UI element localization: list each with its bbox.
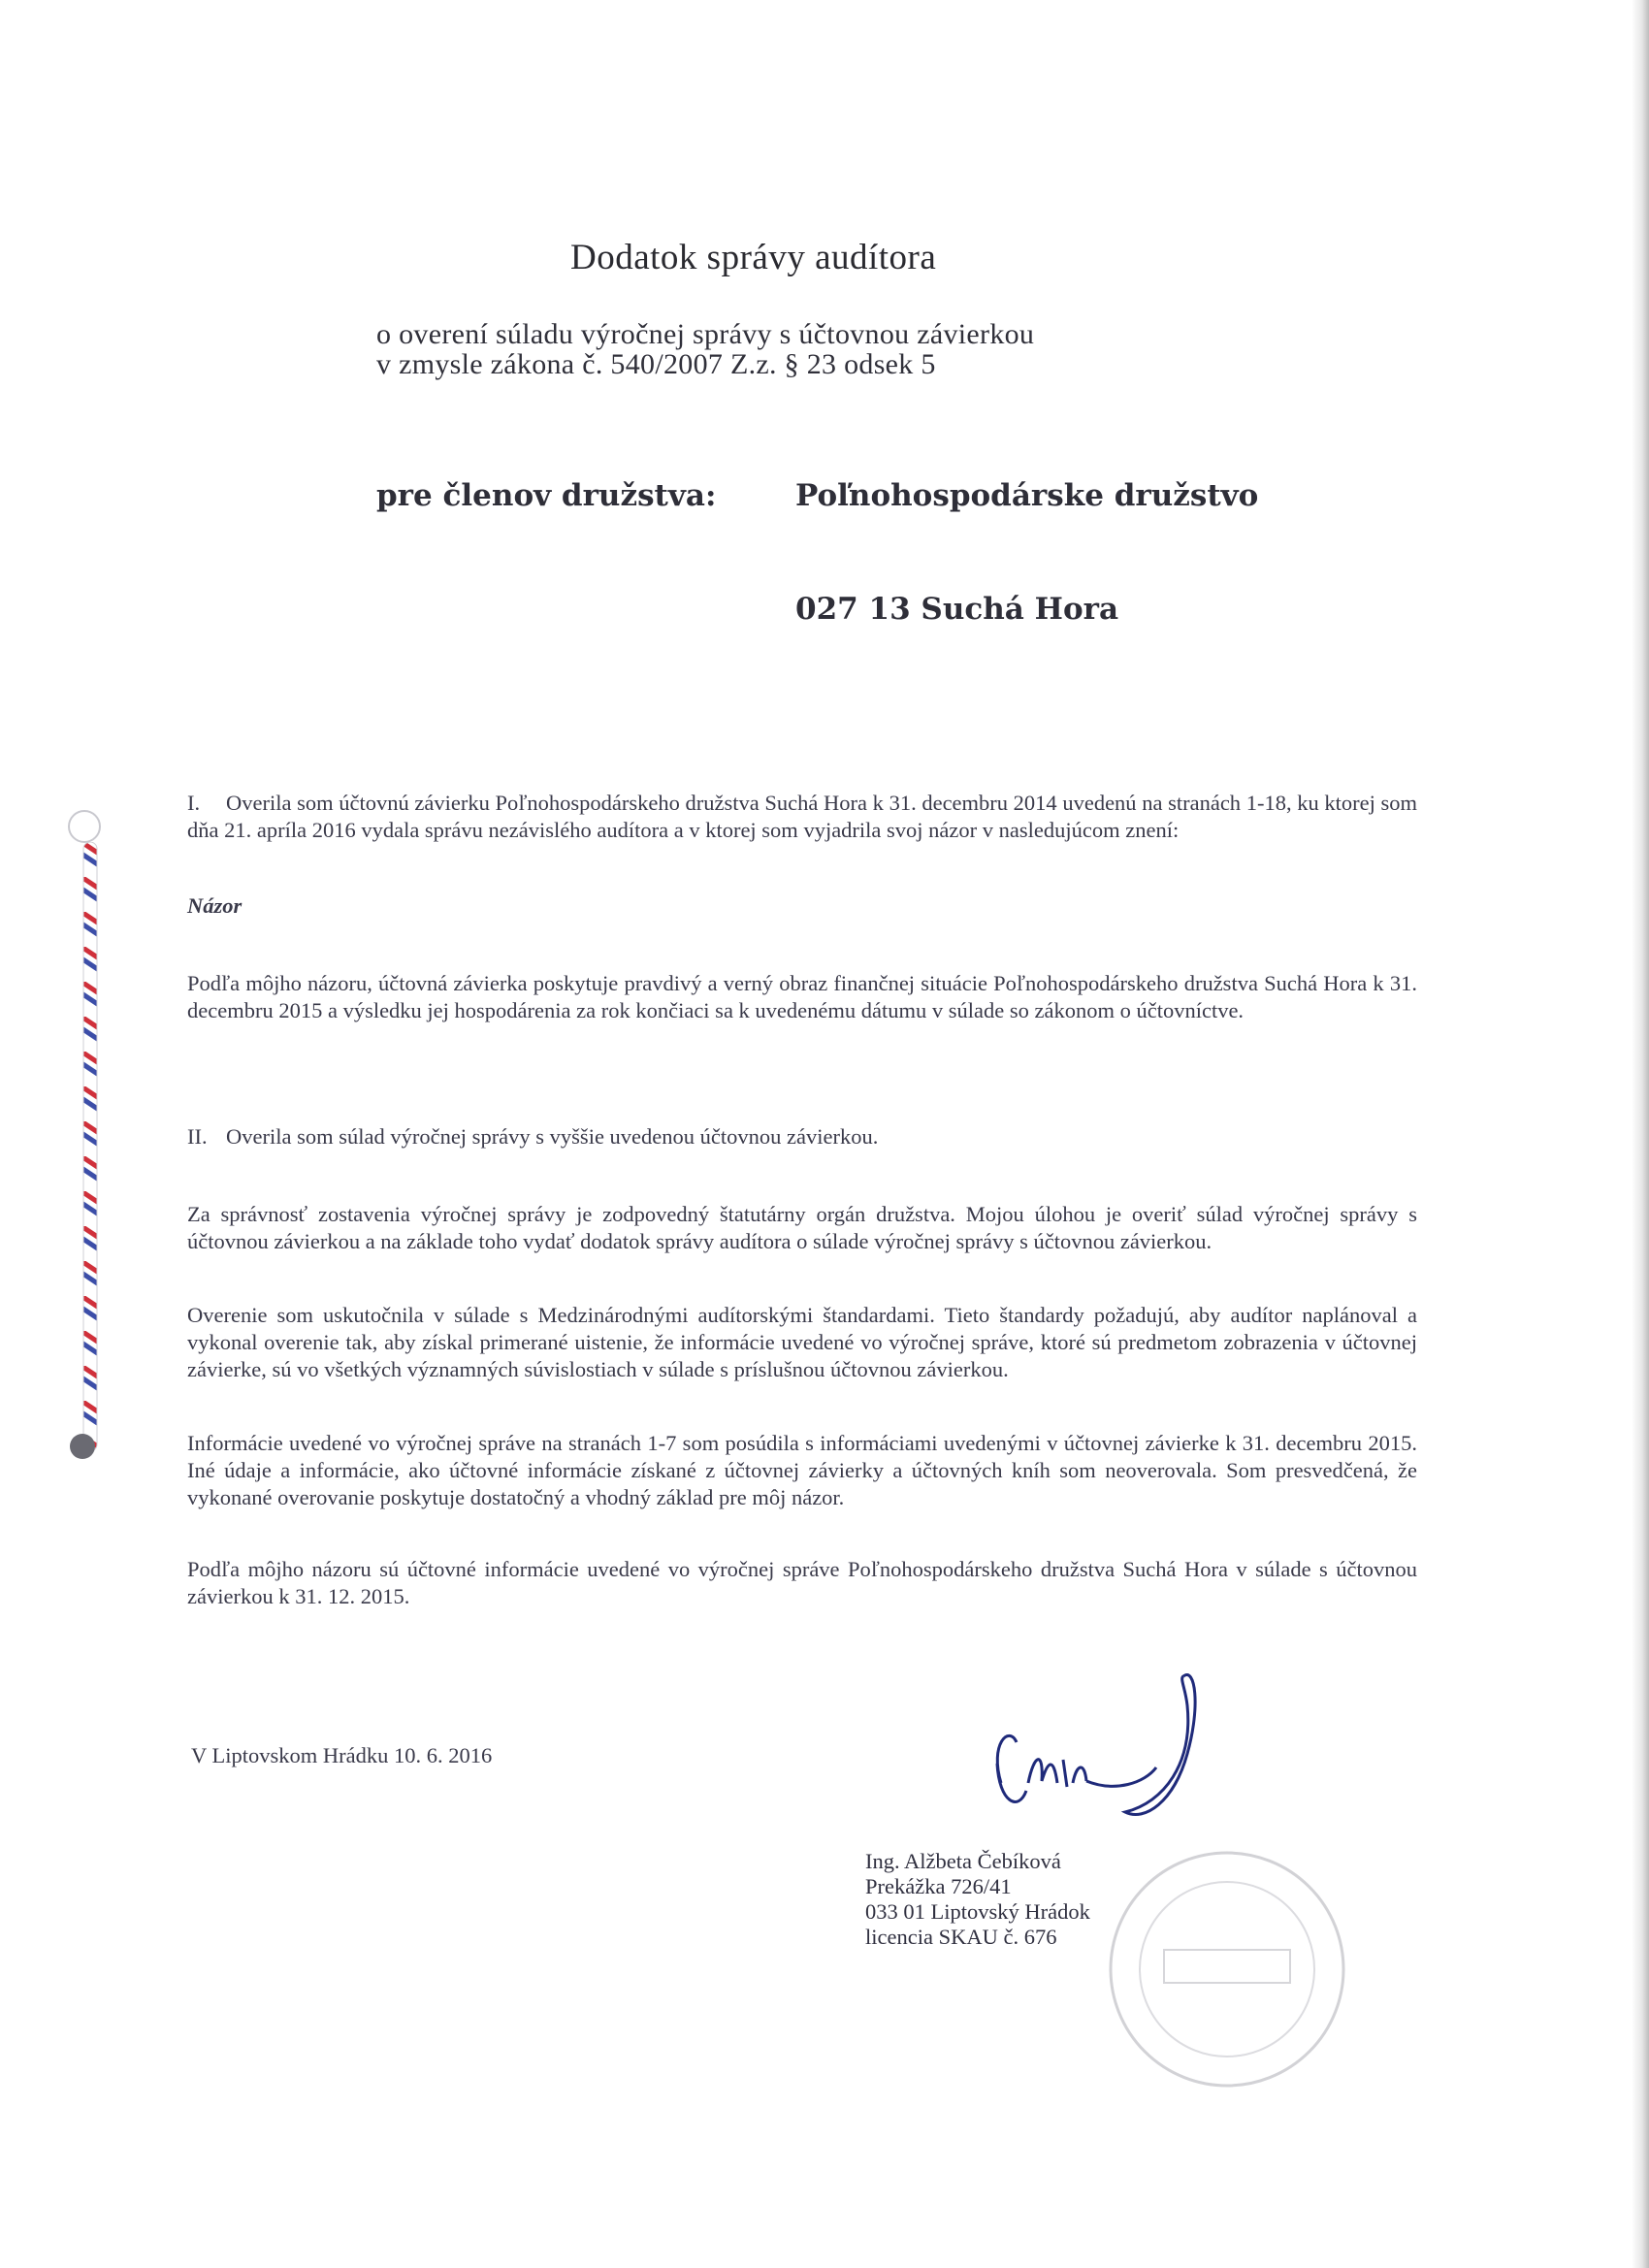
faded-round-stamp — [1096, 1843, 1358, 2095]
section-2 — [187, 1123, 1417, 1150]
auditor-license: licencia SKAU č. 676 — [865, 1925, 1057, 1949]
document-title: Dodatok správy audítora — [570, 238, 937, 277]
recipient-label: pre členov družstva: — [376, 478, 717, 513]
place-and-date: V Liptovskom Hrádku 10. 6. 2016 — [191, 1743, 493, 1767]
opinion-heading: Názor — [187, 893, 242, 918]
auditor-block — [865, 1849, 1090, 1950]
section-1-number: I. — [187, 791, 201, 815]
scan-edge-shadow — [1632, 0, 1649, 2268]
section-1 — [187, 790, 1417, 844]
recipient-address: 027 13 Suchá Hora — [795, 592, 1119, 627]
section-2-number: II. — [187, 1124, 208, 1149]
paragraph-standards: Overenie som uskutočnila v súlade s Medzinárodnými audítorskými štandardami. Tieto štandardy požadujú, aby audítor naplánoval a vykonal overenie tak, aby získal primerané uistenie, že informácie uvedené vo výročnej správe, ktoré sú predmetom zobrazenia v účtovnej závierke, sú vo všetkých významných súvislostiach v súlade s príslušnou účtovnou závierkou. — [187, 1303, 1417, 1381]
document-subtitle-line1: o overení súladu výročnej správy s účtovnou závierkou — [376, 318, 1035, 350]
paragraph-responsibility: Za správnosť zostavenia výročnej správy je zodpovedný štatutárny orgán družstva. Mojou úlohou je overiť súlad výročnej správy s účtovnou závierkou a na základe toho vydať dodatok správy audítora o súlade výročnej správy s účtovnou závierkou. — [187, 1202, 1417, 1253]
section-2-text: Overila som súlad výročnej správy s vyššie uvedenou účtovnou závierkou. — [226, 1124, 879, 1149]
section-1-text: Overila som účtovnú závierku Poľnohospodárskeho družstva Suchá Hora k 31. decembru 2014 uvedenú na stranách 1-18, ku ktorej som dňa 21. apríla 2016 vydala správu nezávislého audítora a v ktorej som vyjadrila svoj názor v nasledujúcom znení: — [187, 791, 1417, 842]
paragraph-information: Informácie uvedené vo výročnej správe na stranách 1-7 som posúdila s informáciami uvedenými v účtovnej závierke k 31. decembru 2015. Iné údaje a informácie, ako účtovné informácie získané z účtovnej závierky a účtovných kníh som neoverovala. Som presvedčená, že vykonané overovanie poskytuje dostatočný a vhodný základ pre môj názor. — [187, 1431, 1417, 1509]
handwritten-signature — [980, 1667, 1212, 1831]
punch-hole-top — [68, 810, 101, 843]
auditor-name: Ing. Alžbeta Čebíková — [865, 1849, 1061, 1873]
recipient-name: Poľnohospodárske družstvo — [795, 478, 1259, 513]
auditor-street: Prekážka 726/41 — [865, 1874, 1012, 1898]
auditor-city: 033 01 Liptovský Hrádok — [865, 1899, 1090, 1924]
opinion-text: Podľa môjho názoru, účtovná závierka poskytuje pravdivý a verný obraz finančnej situácie Poľnohospodárskeho družstva Suchá Hora k 31. decembru 2015 a výsledku jej hospodárenia za rok končiaci sa k uvedenému dátumu v súlade so zákonom o účtovníctve. — [187, 971, 1417, 1022]
document-subtitle-line2: v zmysle zákona č. 540/2007 Z.z. § 23 odsek 5 — [376, 348, 936, 380]
paragraph-conclusion: Podľa môjho názoru sú účtovné informácie uvedené vo výročnej správe Poľnohospodárskeho družstva Suchá Hora v súlade s účtovnou závierkou k 31. 12. 2015. — [187, 1557, 1417, 1608]
binding-cord — [78, 842, 103, 1451]
punch-hole-bottom — [70, 1434, 95, 1459]
